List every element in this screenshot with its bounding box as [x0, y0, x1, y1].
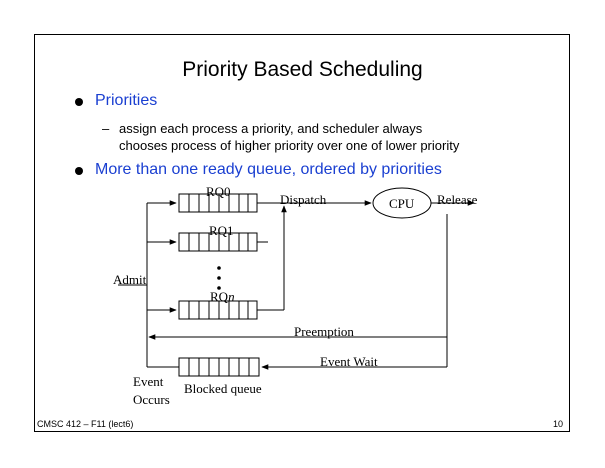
label-event: Event — [133, 374, 164, 389]
label-rq1: RQ1 — [209, 223, 234, 238]
label-event-wait: Event Wait — [320, 354, 378, 369]
label-preemption: Preemption — [294, 324, 354, 339]
sub-dash: – — [102, 121, 110, 136]
label-rq0: RQ0 — [206, 184, 231, 199]
label-occurs: Occurs — [133, 392, 170, 407]
label-admit: Admit — [113, 272, 147, 287]
slide-title: Priority Based Scheduling — [182, 58, 423, 81]
label-blocked-queue: Blocked queue — [184, 381, 262, 396]
sub-text-line-2: chooses process of higher priority over one of lower priority — [119, 138, 460, 153]
bullet-priorities: Priorities — [95, 92, 158, 109]
ellipsis-dot-2 — [217, 276, 221, 280]
page-number: 10 — [552, 419, 563, 429]
label-cpu: CPU — [389, 196, 415, 211]
blocked-queue — [179, 358, 259, 376]
bullet-ready-queues: More than one ready queue, ordered by priorities — [95, 161, 442, 178]
footer-course: CMSC 412 – F11 (lect6) — [37, 419, 134, 429]
ellipsis-dot-1 — [217, 266, 221, 270]
label-rqn: RQn — [210, 289, 235, 304]
sub-text-line-1: assign each process a priority, and scheduler always — [119, 121, 423, 136]
label-dispatch: Dispatch — [280, 192, 327, 207]
label-release: Release — [437, 192, 478, 207]
